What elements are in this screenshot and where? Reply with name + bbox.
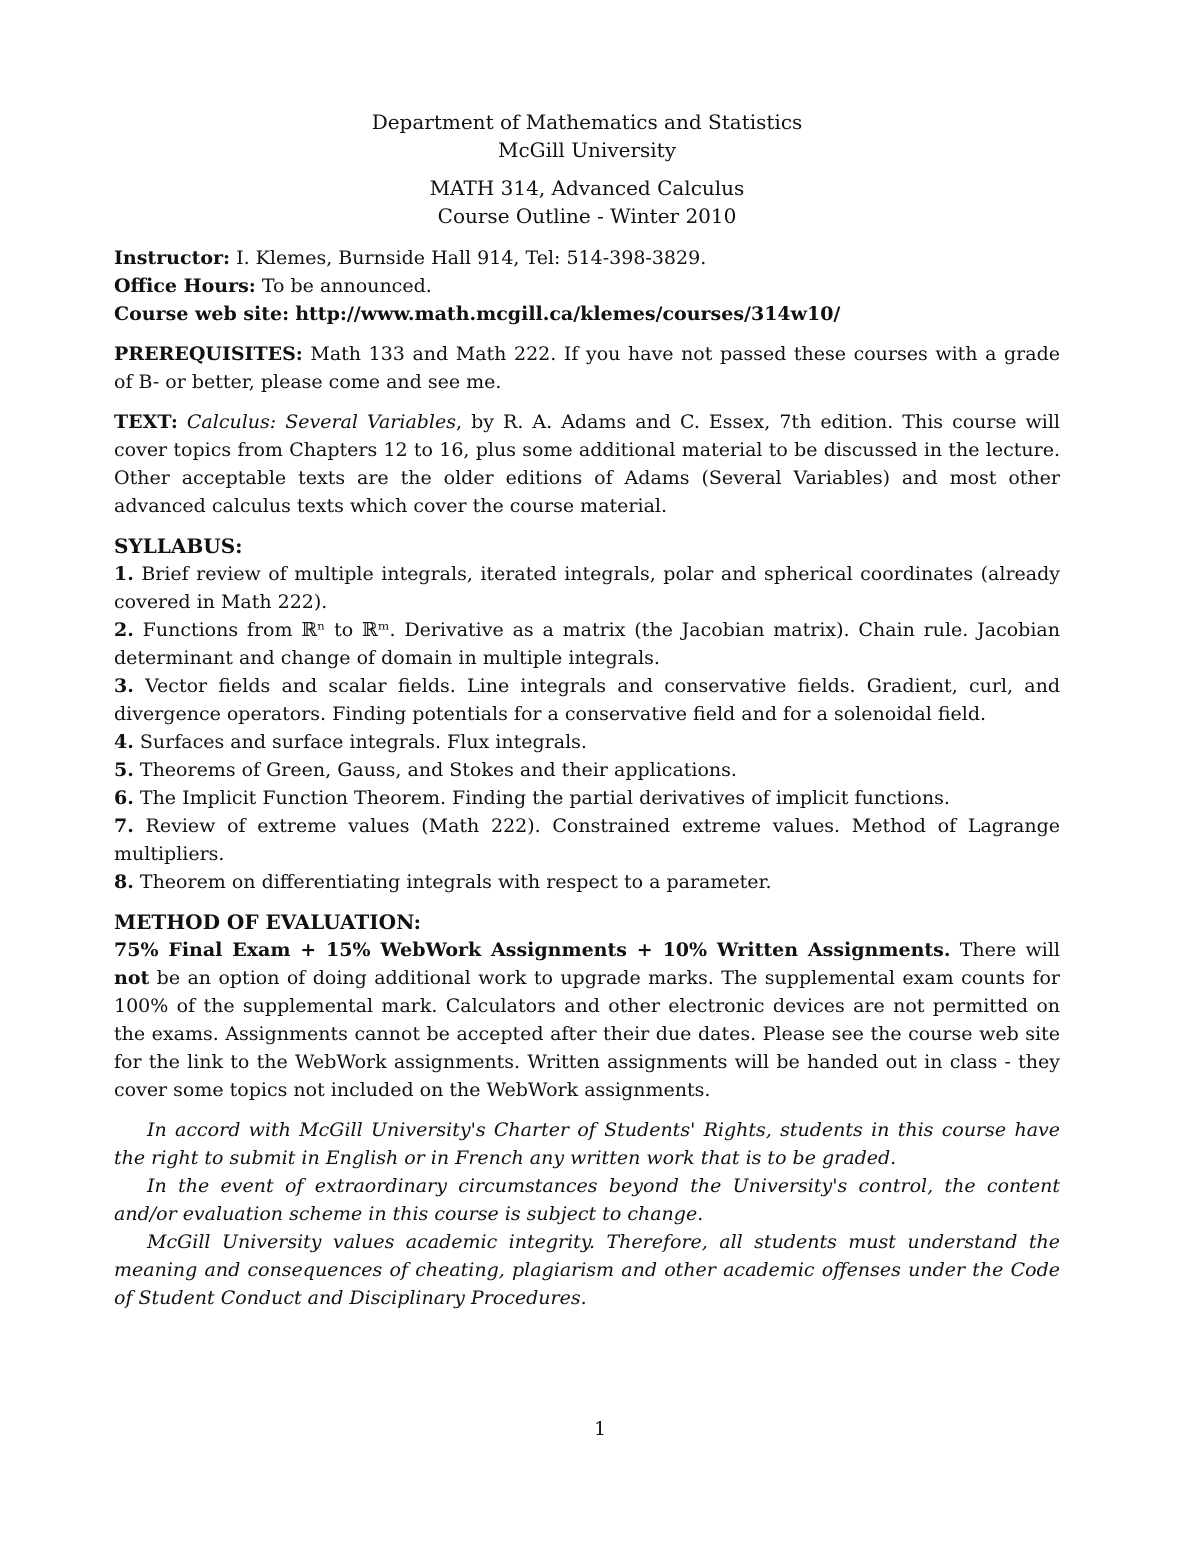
syllabus-item [114, 784, 1060, 812]
evaluation-text-a: There will [950, 939, 1060, 961]
syllabus-item [114, 812, 1060, 868]
syllabus-title: SYLLABUS: [114, 534, 243, 558]
evaluation-paragraph [114, 936, 1060, 1104]
instructor-value: I. Klemes, Burnside Hall 914, Tel: 514-398-3829. [236, 247, 707, 269]
evaluation-title: METHOD OF EVALUATION: [114, 910, 422, 934]
evaluation-text-b: be an option of doing additional work to upgrade marks. The supplemental exam counts for 100% of the supplemental mark. Calculators and other electronic devices are not permitted on the exams. Assignments cannot be accepted after their due dates. Please see the course web site for the link to the WebWork assignments. Written assignments will be handed out in class - they cover some topics not included on the WebWork assignments. [114, 967, 1060, 1101]
document-header [114, 108, 1060, 230]
course-web-site-url[interactable]: http://www.math.mcgill.ca/klemes/courses/314w10/ [295, 303, 841, 325]
syllabus-item-number: 7. [114, 815, 134, 837]
prerequisites-text: Math 133 and Math 222. If you have not passed these courses with a grade of B- or better, please come and see me. [114, 343, 1060, 393]
syllabus-item [114, 616, 1060, 672]
syllabus-item-number: 2. [114, 619, 134, 641]
office-hours-value: To be announced. [261, 275, 432, 297]
syllabus-item-number: 5. [114, 759, 134, 781]
evaluation-not: not [114, 967, 150, 989]
course-web-site-line [114, 300, 1060, 328]
syllabus-item-text: Theorems of Green, Gauss, and Stokes and their applications. [139, 759, 737, 781]
text-label: TEXT: [114, 411, 178, 433]
integrity-note: McGill University values academic integrity. Therefore, all students must understand the meaning and consequences of cheating, plagiarism and other academic offenses under the Code of Student Conduct and Disciplinary Procedures. [114, 1231, 1060, 1309]
syllabus-item-text: Functions from ℝⁿ to ℝᵐ. Derivative as a matrix (the Jacobian matrix). Chain rule. Jacobian determinant and change of domain in multiple integrals. [114, 619, 1060, 669]
syllabus-item [114, 728, 1060, 756]
circumstances-note: In the event of extraordinary circumstances beyond the University's control, the content and/or evaluation scheme in this course is subject to change. [114, 1175, 1060, 1225]
department-name: Department of Mathematics and Statistics [371, 110, 803, 134]
course-web-site-label: Course web site: [114, 303, 290, 325]
evaluation-scheme: 75% Final Exam + 15% WebWork Assignments + 10% Written Assignments. [114, 939, 951, 961]
prerequisites-label: PREREQUISITES: [114, 343, 303, 365]
text-description: , by R. A. Adams and C. Essex, 7th edition. This course will cover topics from Chapters 12 to 16, plus some additional material to be discussed in the lecture. Other acceptable texts are the older editions of Adams (Several Variables) and most other advanced calculus texts which cover the course material. [114, 411, 1060, 517]
syllabus-item [114, 756, 1060, 784]
syllabus-item-number: 6. [114, 787, 134, 809]
syllabus-item-number: 3. [114, 675, 134, 697]
syllabus-item-number: 8. [114, 871, 134, 893]
instructor-line [114, 244, 1060, 272]
syllabus-item-text: Vector fields and scalar fields. Line integrals and conservative fields. Gradient, curl, and divergence operators. Finding potentials for a conservative field and for a solenoidal field. [114, 675, 1060, 725]
course-title: MATH 314, Advanced Calculus [429, 176, 745, 200]
page-number: 1 [593, 1418, 607, 1440]
syllabus-item-text: Brief review of multiple integrals, iterated integrals, polar and spherical coordinates (already covered in Math 222). [114, 563, 1060, 613]
syllabus-item [114, 672, 1060, 728]
syllabus-item-text: Theorem on differentiating integrals with respect to a parameter. [139, 871, 772, 893]
office-hours-line [114, 272, 1060, 300]
textbook-title: Calculus: Several Variables [186, 411, 457, 433]
instructor-label: Instructor: [114, 247, 231, 269]
syllabus-item [114, 868, 1060, 896]
university-name: McGill University [497, 138, 677, 162]
office-hours-label: Office Hours: [114, 275, 256, 297]
syllabus-item-number: 1. [114, 563, 134, 585]
syllabus-item-number: 4. [114, 731, 134, 753]
prerequisites-paragraph [114, 340, 1060, 396]
rights-note: In accord with McGill University's Charter of Students' Rights, students in this course have the right to submit in English or in French any written work that is to be graded. [114, 1119, 1060, 1169]
syllabus-item-text: Surfaces and surface integrals. Flux integrals. [139, 731, 587, 753]
document-page [114, 108, 1060, 1312]
syllabus-list [114, 560, 1060, 896]
syllabus-item [114, 560, 1060, 616]
outline-title: Course Outline - Winter 2010 [437, 204, 737, 228]
syllabus-item-text: The Implicit Function Theorem. Finding the partial derivatives of implicit functions. [139, 787, 950, 809]
syllabus-item-text: Review of extreme values (Math 222). Constrained extreme values. Method of Lagrange multipliers. [114, 815, 1060, 865]
text-paragraph [114, 408, 1060, 520]
